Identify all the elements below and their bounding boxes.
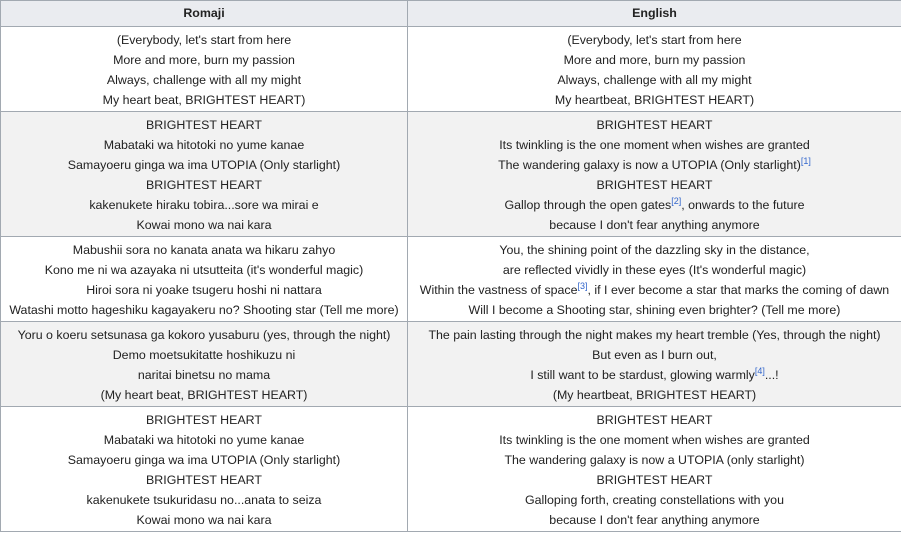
lyric-line (1, 470, 407, 490)
english-cell (408, 322, 901, 407)
lyric-line (408, 155, 901, 175)
lyric-text: Hiroi sora ni yoake tsugeru hoshi ni nattara (86, 283, 322, 297)
column-header-romaji: Romaji (1, 1, 408, 27)
lyric-line (408, 50, 901, 70)
lyric-line (408, 430, 901, 450)
lyric-line (408, 385, 901, 405)
column-header-english: English (408, 1, 901, 27)
lyric-text: Demo moetsukitatte hoshikuzu ni (112, 348, 296, 362)
lyric-text: Kono me ni wa azayaka ni utsutteita (it's wonderful magic) (44, 263, 364, 277)
lyric-text: Mabataki wa hitotoki no yume kanae (103, 433, 305, 447)
lyric-text: Always, challenge with all my might (557, 73, 752, 87)
verse-row (1, 322, 901, 407)
lyric-line (1, 155, 407, 175)
footnote-ref-link[interactable]: [3] (577, 281, 588, 291)
lyric-line (1, 385, 407, 405)
lyric-text: Watashi motto hageshiku kagayakeru no? Shooting star (Tell me more) (9, 303, 399, 317)
lyric-text: Samayoeru ginga wa ima UTOPIA (Only starlight) (67, 158, 341, 172)
english-cell (408, 112, 901, 237)
lyric-text: because I don't fear anything anymore (549, 218, 760, 232)
lyric-line (1, 490, 407, 510)
lyric-text: BRIGHTEST HEART (596, 413, 713, 427)
romaji-cell (1, 322, 408, 407)
lyric-text-continued: , if I ever become a star that marks the coming of dawn (587, 283, 890, 297)
lyric-text-continued: ...! (764, 368, 779, 382)
verse-row (1, 27, 901, 112)
lyric-text: Its twinkling is the one moment when wishes are granted (499, 138, 810, 152)
lyric-line (1, 50, 407, 70)
lyric-line (408, 365, 901, 385)
lyric-text: kakenukete tsukuridasu no...anata to seiza (86, 493, 322, 507)
lyric-line (408, 260, 901, 280)
lyric-line (1, 325, 407, 345)
lyric-line (408, 510, 901, 530)
lyric-text: (Everybody, let's start from here (567, 33, 742, 47)
lyric-line (408, 450, 901, 470)
lyric-text: Yoru o koeru setsunasa ga kokoro yusaburu (yes, through the night) (17, 328, 391, 342)
lyric-text: BRIGHTEST HEART (146, 413, 262, 427)
lyric-text: Its twinkling is the one moment when wishes are granted (499, 433, 810, 447)
romaji-cell (1, 407, 408, 532)
lyrics-body (1, 27, 901, 532)
lyric-line (408, 345, 901, 365)
lyric-text: BRIGHTEST HEART (596, 473, 713, 487)
lyric-text: The wandering galaxy is now a UTOPIA (Only starlight) (498, 158, 801, 172)
lyric-line (1, 280, 407, 300)
lyric-line (1, 30, 407, 50)
english-cell (408, 27, 901, 112)
lyric-text: Will I become a Shooting star, shining even brighter? (Tell me more) (468, 303, 841, 317)
lyric-line (408, 115, 901, 135)
english-cell (408, 407, 901, 532)
lyric-line (408, 135, 901, 155)
lyric-text: (My heart beat, BRIGHTEST HEART) (100, 388, 308, 402)
lyric-line (408, 90, 901, 110)
lyric-line (408, 470, 901, 490)
lyric-line (408, 195, 901, 215)
lyric-text: More and more, burn my passion (113, 53, 295, 67)
lyric-line (1, 215, 407, 235)
lyric-line (1, 70, 407, 90)
lyric-line (1, 300, 407, 320)
lyric-text: Kowai mono wa nai kara (136, 513, 272, 527)
lyric-text: The pain lasting through the night makes my heart tremble (Yes, through the night) (428, 328, 881, 342)
footnote-ref-link[interactable]: [1] (800, 156, 811, 166)
lyric-text: (My heartbeat, BRIGHTEST HEART) (552, 388, 757, 402)
lyric-text: I still want to be stardust, glowing warmly (530, 368, 755, 382)
lyric-text: Always, challenge with all my might (106, 73, 302, 87)
lyric-text: naritai binetsu no mama (137, 368, 271, 382)
lyric-text: Within the vastness of space (419, 283, 578, 297)
lyric-line (1, 90, 407, 110)
lyric-line (408, 490, 901, 510)
lyric-text: are reflected vividly in these eyes (It's wonderful magic) (502, 263, 807, 277)
lyric-text: because I don't fear anything anymore (549, 513, 760, 527)
lyric-line (1, 115, 407, 135)
lyric-line (408, 325, 901, 345)
verse-row (1, 407, 901, 532)
lyric-line (408, 215, 901, 235)
lyric-line (408, 280, 901, 300)
lyric-text: But even as I burn out, (592, 348, 717, 362)
lyric-text: Galloping forth, creating constellations with you (525, 493, 784, 507)
header-row (1, 1, 901, 27)
lyric-line (408, 70, 901, 90)
lyric-text: BRIGHTEST HEART (596, 118, 713, 132)
lyric-line (1, 510, 407, 530)
lyric-line (408, 240, 901, 260)
lyric-line (1, 365, 407, 385)
lyric-text: My heart beat, BRIGHTEST HEART) (102, 93, 306, 107)
lyric-text: Mabushii sora no kanata anata wa hikaru zahyo (72, 243, 336, 257)
lyric-line (408, 30, 901, 50)
lyric-text: kakenukete hiraku tobira...sore wa mirai e (89, 198, 319, 212)
lyric-line (408, 175, 901, 195)
lyric-line (1, 430, 407, 450)
lyric-line (1, 175, 407, 195)
romaji-cell (1, 237, 408, 322)
lyric-line (1, 345, 407, 365)
lyric-text: BRIGHTEST HEART (146, 178, 262, 192)
lyric-text: (Everybody, let's start from here (116, 33, 292, 47)
lyric-text: The wandering galaxy is now a UTOPIA (only starlight) (504, 453, 805, 467)
lyric-line (1, 260, 407, 280)
lyric-text: You, the shining point of the dazzling sky in the distance, (499, 243, 810, 257)
lyric-text: Kowai mono wa nai kara (136, 218, 272, 232)
lyric-text: Mabataki wa hitotoki no yume kanae (103, 138, 305, 152)
lyric-text: BRIGHTEST HEART (146, 473, 262, 487)
lyric-line (1, 195, 407, 215)
lyric-text-continued: , onwards to the future (681, 198, 805, 212)
lyric-line (1, 410, 407, 430)
romaji-cell (1, 112, 408, 237)
lyric-text: Samayoeru ginga wa ima UTOPIA (Only starlight) (67, 453, 341, 467)
lyric-text: More and more, burn my passion (563, 53, 746, 67)
lyric-text: My heartbeat, BRIGHTEST HEART) (554, 93, 755, 107)
lyric-text: Gallop through the open gates (504, 198, 672, 212)
lyric-line (408, 300, 901, 320)
english-cell (408, 237, 901, 322)
lyric-text: BRIGHTEST HEART (596, 178, 713, 192)
lyric-line (408, 410, 901, 430)
lyric-text: BRIGHTEST HEART (146, 118, 262, 132)
footnote-ref-link[interactable]: [4] (754, 366, 765, 376)
verse-row (1, 237, 901, 322)
lyric-line (1, 135, 407, 155)
lyric-line (1, 450, 407, 470)
footnote-ref-link[interactable]: [2] (671, 196, 682, 206)
verse-row (1, 112, 901, 237)
romaji-cell (1, 27, 408, 112)
lyric-line (1, 240, 407, 260)
